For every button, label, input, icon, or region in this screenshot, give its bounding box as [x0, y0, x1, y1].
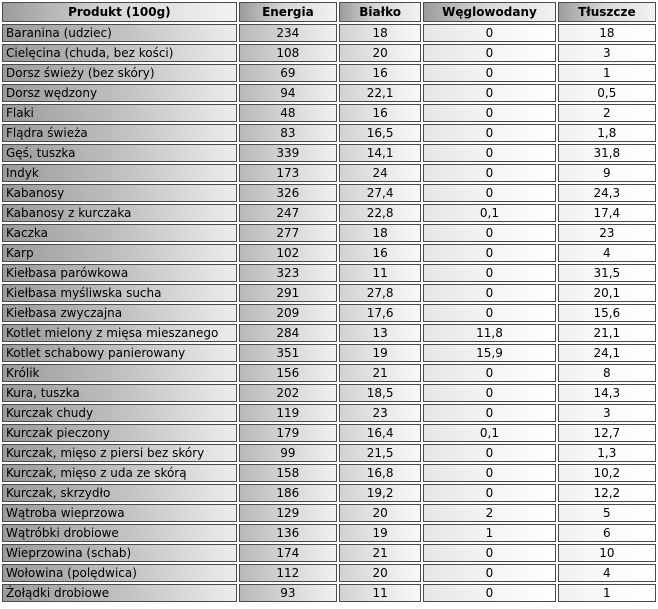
table-row	[2, 584, 656, 602]
table-row	[2, 324, 656, 342]
energy-cell: 112	[239, 564, 337, 582]
table-row	[2, 464, 656, 482]
table-row	[2, 44, 656, 62]
table-row	[2, 544, 656, 562]
protein-cell: 27,4	[339, 184, 421, 202]
product-name-cell: Dorsz wędzony	[2, 84, 237, 102]
table-row	[2, 524, 656, 542]
carbs-cell: 0	[423, 84, 555, 102]
protein-cell: 23	[339, 404, 421, 422]
product-name-cell: Kabanosy z kurczaka	[2, 204, 237, 222]
table-header	[2, 2, 656, 22]
fat-cell: 24,3	[558, 184, 656, 202]
fat-cell: 21,1	[558, 324, 656, 342]
energy-cell: 339	[239, 144, 337, 162]
fat-cell: 17,4	[558, 204, 656, 222]
protein-cell: 16,4	[339, 424, 421, 442]
product-name-cell: Dorsz świeży (bez skóry)	[2, 64, 237, 82]
fat-cell: 3	[558, 44, 656, 62]
table-row	[2, 504, 656, 522]
energy-cell: 323	[239, 264, 337, 282]
carbs-cell: 0	[423, 384, 555, 402]
product-name-cell: Indyk	[2, 164, 237, 182]
product-name-cell: Kotlet mielony z mięsa mieszanego	[2, 324, 237, 342]
carbs-cell: 0	[423, 244, 555, 262]
carbs-cell: 0	[423, 544, 555, 562]
fat-cell: 1	[558, 64, 656, 82]
product-name-cell: Wieprzowina (schab)	[2, 544, 237, 562]
protein-cell: 19	[339, 344, 421, 362]
header-protein: Białko	[339, 2, 421, 22]
fat-cell: 15,6	[558, 304, 656, 322]
fat-cell: 10	[558, 544, 656, 562]
energy-cell: 291	[239, 284, 337, 302]
protein-cell: 17,6	[339, 304, 421, 322]
table-row	[2, 84, 656, 102]
product-name-cell: Kurczak pieczony	[2, 424, 237, 442]
energy-cell: 179	[239, 424, 337, 442]
energy-cell: 136	[239, 524, 337, 542]
table-row	[2, 304, 656, 322]
fat-cell: 10,2	[558, 464, 656, 482]
energy-cell: 129	[239, 504, 337, 522]
protein-cell: 18,5	[339, 384, 421, 402]
carbs-cell: 11,8	[423, 324, 555, 342]
energy-cell: 48	[239, 104, 337, 122]
table-row	[2, 444, 656, 462]
protein-cell: 11	[339, 584, 421, 602]
table-row	[2, 244, 656, 262]
carbs-cell: 0	[423, 184, 555, 202]
energy-cell: 326	[239, 184, 337, 202]
carbs-cell: 0,1	[423, 204, 555, 222]
table-row	[2, 384, 656, 402]
product-name-cell: Kurczak chudy	[2, 404, 237, 422]
product-name-cell: Kiełbasa zwyczajna	[2, 304, 237, 322]
product-name-cell: Kotlet schabowy panierowany	[2, 344, 237, 362]
energy-cell: 94	[239, 84, 337, 102]
product-name-cell: Kura, tuszka	[2, 384, 237, 402]
protein-cell: 19,2	[339, 484, 421, 502]
product-name-cell: Wątroba wieprzowa	[2, 504, 237, 522]
carbs-cell: 0	[423, 464, 555, 482]
energy-cell: 202	[239, 384, 337, 402]
protein-cell: 18	[339, 24, 421, 42]
fat-cell: 12,7	[558, 424, 656, 442]
product-name-cell: Kiełbasa parówkowa	[2, 264, 237, 282]
table-row	[2, 164, 656, 182]
table-row	[2, 564, 656, 582]
protein-cell: 20	[339, 504, 421, 522]
table-row	[2, 124, 656, 142]
fat-cell: 18	[558, 24, 656, 42]
fat-cell: 20,1	[558, 284, 656, 302]
carbs-cell: 2	[423, 504, 555, 522]
product-name-cell: Flaki	[2, 104, 237, 122]
protein-cell: 20	[339, 564, 421, 582]
carbs-cell: 0	[423, 564, 555, 582]
table-row	[2, 264, 656, 282]
protein-cell: 16	[339, 244, 421, 262]
energy-cell: 83	[239, 124, 337, 142]
fat-cell: 1,3	[558, 444, 656, 462]
energy-cell: 99	[239, 444, 337, 462]
fat-cell: 14,3	[558, 384, 656, 402]
fat-cell: 12,2	[558, 484, 656, 502]
table-row	[2, 284, 656, 302]
energy-cell: 173	[239, 164, 337, 182]
product-name-cell: Żołądki drobiowe	[2, 584, 237, 602]
header-energy: Energia	[239, 2, 337, 22]
table-row	[2, 404, 656, 422]
carbs-cell: 0	[423, 444, 555, 462]
carbs-cell: 0	[423, 264, 555, 282]
product-name-cell: Karp	[2, 244, 237, 262]
table-row	[2, 64, 656, 82]
energy-cell: 234	[239, 24, 337, 42]
carbs-cell: 0	[423, 584, 555, 602]
energy-cell: 119	[239, 404, 337, 422]
table-row	[2, 184, 656, 202]
protein-cell: 20	[339, 44, 421, 62]
carbs-cell: 0	[423, 284, 555, 302]
fat-cell: 5	[558, 504, 656, 522]
carbs-cell: 0	[423, 64, 555, 82]
protein-cell: 21	[339, 364, 421, 382]
protein-cell: 16,5	[339, 124, 421, 142]
energy-cell: 174	[239, 544, 337, 562]
table-row	[2, 24, 656, 42]
carbs-cell: 0	[423, 304, 555, 322]
energy-cell: 93	[239, 584, 337, 602]
fat-cell: 23	[558, 224, 656, 242]
protein-cell: 19	[339, 524, 421, 542]
fat-cell: 2	[558, 104, 656, 122]
carbs-cell: 0	[423, 24, 555, 42]
carbs-cell: 0	[423, 484, 555, 502]
table-row	[2, 364, 656, 382]
product-name-cell: Kabanosy	[2, 184, 237, 202]
product-name-cell: Flądra świeża	[2, 124, 237, 142]
product-name-cell: Wołowina (polędwica)	[2, 564, 237, 582]
table-row	[2, 424, 656, 442]
energy-cell: 209	[239, 304, 337, 322]
fat-cell: 3	[558, 404, 656, 422]
protein-cell: 16,8	[339, 464, 421, 482]
energy-cell: 247	[239, 204, 337, 222]
table-body	[2, 24, 656, 602]
carbs-cell: 0	[423, 164, 555, 182]
carbs-cell: 1	[423, 524, 555, 542]
energy-cell: 156	[239, 364, 337, 382]
table-row	[2, 224, 656, 242]
fat-cell: 6	[558, 524, 656, 542]
carbs-cell: 0,1	[423, 424, 555, 442]
header-product: Produkt (100g)	[2, 2, 237, 22]
header-fat: Tłuszcze	[558, 2, 656, 22]
energy-cell: 108	[239, 44, 337, 62]
table-row	[2, 104, 656, 122]
energy-cell: 284	[239, 324, 337, 342]
product-name-cell: Wątróbki drobiowe	[2, 524, 237, 542]
energy-cell: 277	[239, 224, 337, 242]
fat-cell: 31,5	[558, 264, 656, 282]
product-name-cell: Kiełbasa myśliwska sucha	[2, 284, 237, 302]
fat-cell: 31,8	[558, 144, 656, 162]
carbs-cell: 0	[423, 124, 555, 142]
energy-cell: 158	[239, 464, 337, 482]
table-row	[2, 484, 656, 502]
energy-cell: 102	[239, 244, 337, 262]
protein-cell: 18	[339, 224, 421, 242]
energy-cell: 69	[239, 64, 337, 82]
energy-cell: 186	[239, 484, 337, 502]
fat-cell: 1	[558, 584, 656, 602]
protein-cell: 13	[339, 324, 421, 342]
protein-cell: 22,1	[339, 84, 421, 102]
carbs-cell: 0	[423, 364, 555, 382]
fat-cell: 4	[558, 244, 656, 262]
product-name-cell: Królik	[2, 364, 237, 382]
product-name-cell: Cielęcina (chuda, bez kości)	[2, 44, 237, 62]
fat-cell: 8	[558, 364, 656, 382]
fat-cell: 24,1	[558, 344, 656, 362]
table-row	[2, 204, 656, 222]
protein-cell: 14,1	[339, 144, 421, 162]
protein-cell: 21	[339, 544, 421, 562]
product-name-cell: Gęś, tuszka	[2, 144, 237, 162]
product-name-cell: Kurczak, skrzydło	[2, 484, 237, 502]
header-row	[2, 2, 656, 22]
header-carbs: Węglowodany	[423, 2, 555, 22]
table-row	[2, 144, 656, 162]
protein-cell: 16	[339, 64, 421, 82]
carbs-cell: 0	[423, 104, 555, 122]
protein-cell: 27,8	[339, 284, 421, 302]
fat-cell: 1,8	[558, 124, 656, 142]
fat-cell: 9	[558, 164, 656, 182]
carbs-cell: 15,9	[423, 344, 555, 362]
product-name-cell: Kaczka	[2, 224, 237, 242]
carbs-cell: 0	[423, 44, 555, 62]
protein-cell: 21,5	[339, 444, 421, 462]
energy-cell: 351	[239, 344, 337, 362]
protein-cell: 11	[339, 264, 421, 282]
protein-cell: 24	[339, 164, 421, 182]
product-name-cell: Kurczak, mięso z piersi bez skóry	[2, 444, 237, 462]
carbs-cell: 0	[423, 404, 555, 422]
fat-cell: 0,5	[558, 84, 656, 102]
protein-cell: 16	[339, 104, 421, 122]
carbs-cell: 0	[423, 144, 555, 162]
carbs-cell: 0	[423, 224, 555, 242]
protein-cell: 22,8	[339, 204, 421, 222]
product-name-cell: Kurczak, mięso z uda ze skórą	[2, 464, 237, 482]
table-row	[2, 344, 656, 362]
product-name-cell: Baranina (udziec)	[2, 24, 237, 42]
fat-cell: 4	[558, 564, 656, 582]
